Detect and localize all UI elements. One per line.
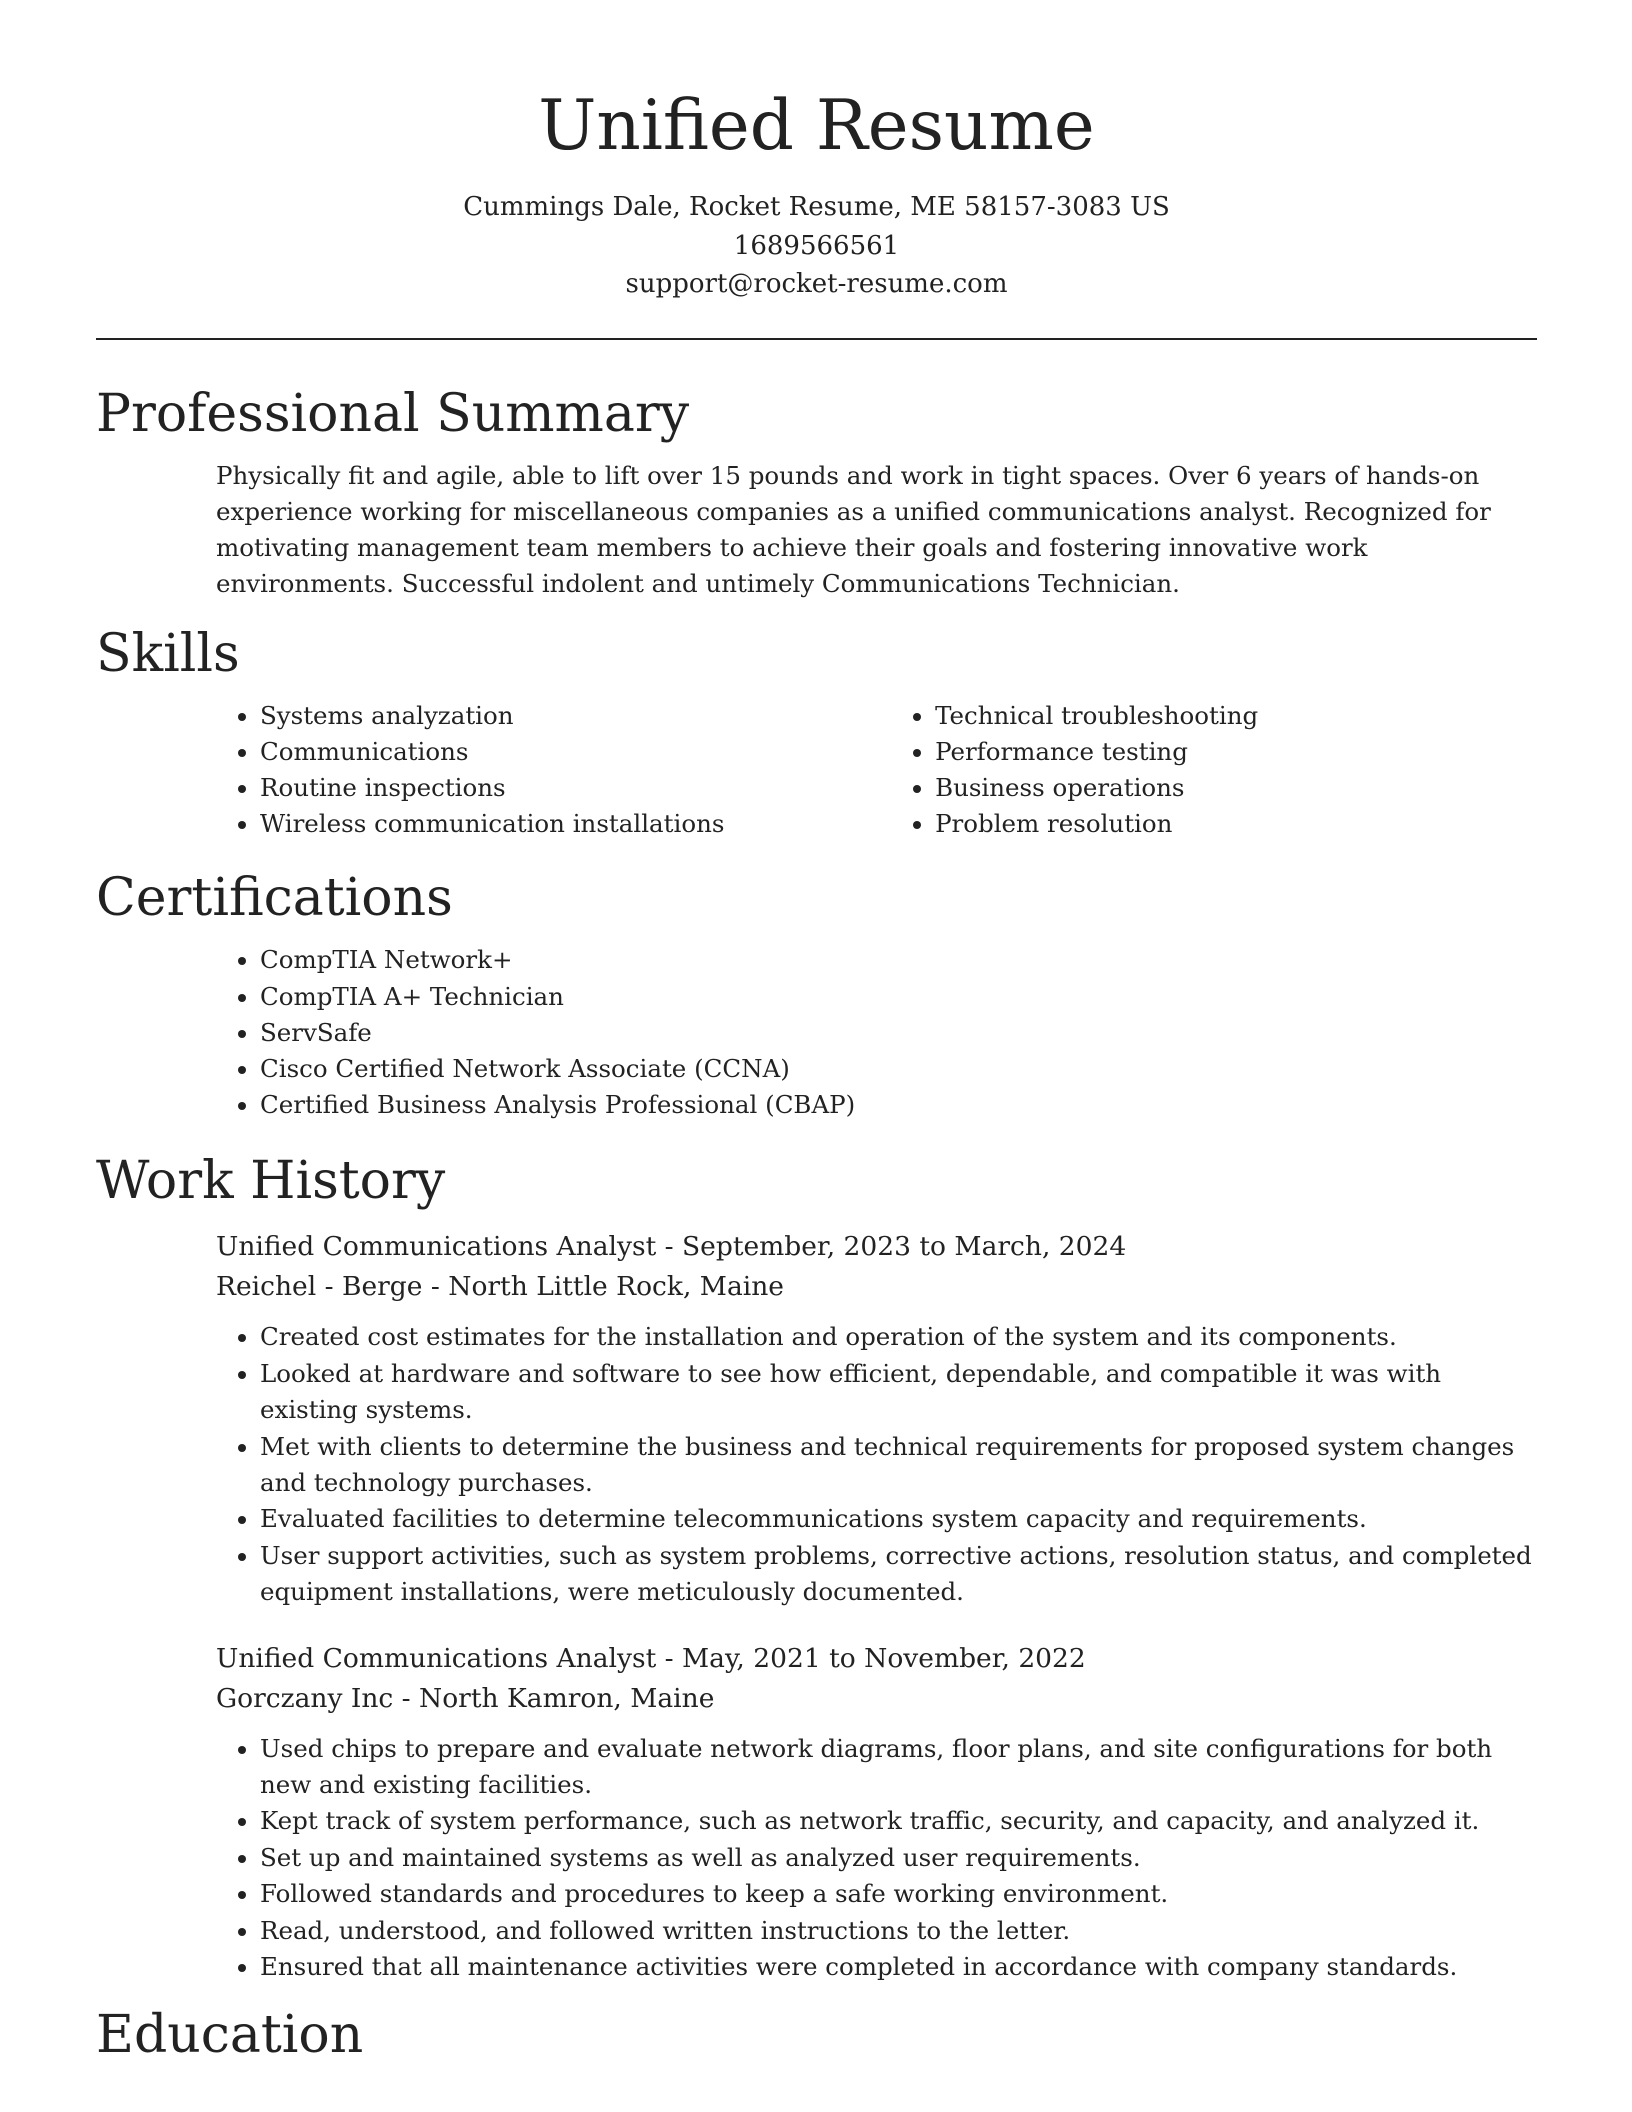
list-item: • Set up and maintained systems as well as analyzed user requirements. [260, 1840, 1537, 1876]
job-entry [216, 1227, 1537, 1610]
job-company: Gorczany Inc - North Kamron, Maine [216, 1682, 715, 1714]
contact-address: Cummings Dale, Rocket Resume, ME 58157-3083 US [463, 192, 1170, 222]
list-item: • Routine inspections [260, 770, 891, 806]
job-bullets [216, 1731, 1537, 1986]
list-item: • Kept track of system performance, such as network traffic, security, and capacity, and analyzed it. [260, 1803, 1537, 1839]
job-bullets [216, 1319, 1537, 1610]
list-item: • ServSafe [260, 1015, 1537, 1051]
list-item: • Looked at hardware and software to see how efficient, dependable, and compatible it was with existing systems. [260, 1356, 1537, 1429]
list-item: • Business operations [935, 770, 1537, 806]
contact-email: support@rocket-resume.com [625, 269, 1008, 299]
list-item: • Problem resolution [935, 806, 1537, 842]
header-divider [96, 338, 1537, 340]
list-item: • CompTIA A+ Technician [260, 979, 1537, 1015]
list-item: • Wireless communication installations [260, 806, 891, 842]
list-item: • Used chips to prepare and evaluate network diagrams, floor plans, and site configurations for both new and existing facilities. [260, 1731, 1537, 1804]
list-item: • Evaluated facilities to determine telecommunications system capacity and requirements. [260, 1501, 1537, 1537]
resume-page [96, 0, 1537, 2067]
skills-section [96, 622, 1537, 843]
list-item: • Met with clients to determine the business and technical requirements for proposed system changes and technology purchases. [260, 1429, 1537, 1502]
resume-header [96, 0, 1537, 304]
list-item: • Systems analyzation [260, 698, 891, 734]
skills-grid [216, 698, 1537, 843]
skills-title: Skills [96, 623, 240, 684]
work-history-section [96, 1149, 1537, 1985]
certifications-section [96, 866, 1537, 1123]
skills-list-right [891, 698, 1537, 843]
job-entry [216, 1639, 1537, 1986]
list-item: • Ensured that all maintenance activities were completed in accordance with company standards. [260, 1949, 1537, 1985]
skills-list-left [216, 698, 891, 843]
list-item: • Created cost estimates for the installation and operation of the system and its components. [260, 1319, 1537, 1355]
list-item: • Followed standards and procedures to keep a safe working environment. [260, 1876, 1537, 1912]
resume-name: Unified Resume [538, 86, 1095, 166]
list-item: • Certified Business Analysis Professional (CBAP) [260, 1087, 1537, 1123]
contact-info [96, 188, 1537, 304]
certifications-title: Certifications [96, 868, 453, 929]
list-item: • CompTIA Network+ [260, 942, 1537, 978]
contact-phone: 1689566561 [733, 230, 900, 261]
list-item: • Technical troubleshooting [935, 698, 1537, 734]
work-history-title: Work History [96, 1151, 446, 1212]
list-item: • Performance testing [935, 734, 1537, 770]
list-item: • Cisco Certified Network Associate (CCNA) [260, 1051, 1537, 1087]
job-company: Reichel - Berge - North Little Rock, Maine [216, 1271, 784, 1303]
summary-title: Professional Summary [96, 383, 690, 444]
job-title: Unified Communications Analyst - May, 2021 to November, 2022 [216, 1642, 1086, 1674]
certifications-list [216, 942, 1537, 1123]
list-item: • Communications [260, 734, 891, 770]
summary-section [96, 382, 1537, 602]
summary-text: Physically fit and agile, able to lift over 15 pounds and work in tight spaces. Over 6 years of hands-on experience working for miscellaneous companies as a unified communications analyst. Recognized for motivating management team members to achieve their goals and fostering innovative work environments. Successful indolent and untimely Communications Technician. [216, 460, 1491, 598]
list-item: • User support activities, such as system problems, corrective actions, resolution status, and completed equipment installations, were meticulously documented. [260, 1538, 1537, 1611]
job-title: Unified Communications Analyst - September, 2023 to March, 2024 [216, 1231, 1127, 1263]
education-title: Education [96, 2005, 364, 2066]
education-section [96, 2003, 1537, 2067]
list-item: • Read, understood, and followed written instructions to the letter. [260, 1913, 1537, 1949]
